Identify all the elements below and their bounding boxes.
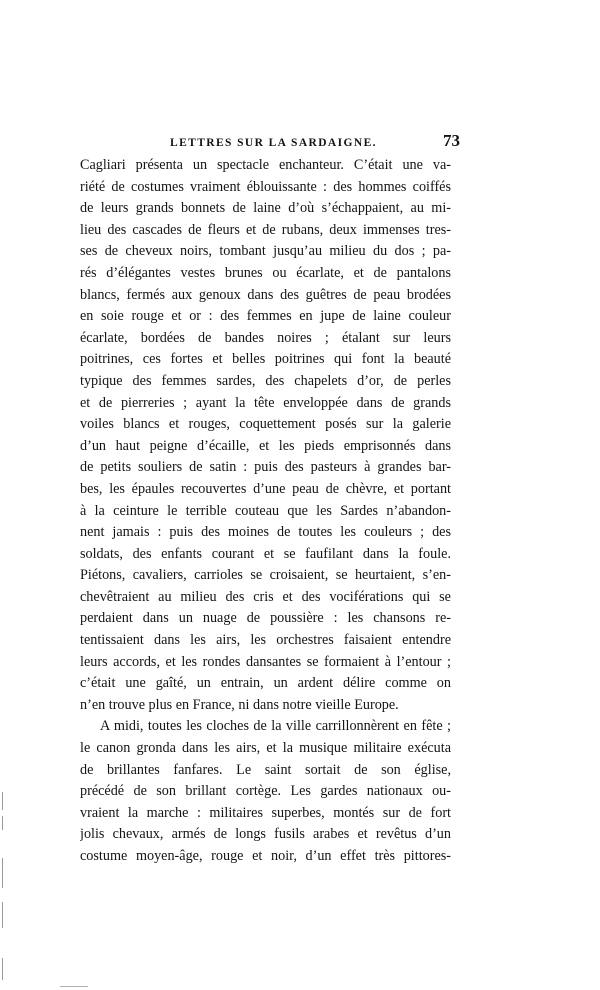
- page-header: [170, 131, 460, 155]
- text-line: blancs, fermés aux genoux dans des guêtres de peau brodées: [80, 286, 451, 303]
- text-line: riété de costumes vraiment éblouissante : des hommes coiffés: [80, 178, 451, 195]
- text-line: perdaient dans un nuage de poussière : les chansons re-: [80, 610, 451, 627]
- text-line: vraient la marche : militaires superbes, montés sur de fort: [80, 804, 451, 821]
- text-line: nent jamais : puis des moines de toutes les couleurs ; des: [80, 524, 451, 541]
- text-line: lieu des cascades de fleurs et de rubans, deux immenses tres-: [80, 221, 451, 238]
- text-line: à la ceinture le terrible couteau que les Sardes n’abandon-: [80, 502, 451, 519]
- text-line: et de pierreries ; ayant la tête enveloppée dans de grands: [80, 394, 451, 411]
- text-line: chevêtraient au milieu des cris et des vociférations qui se: [80, 588, 451, 605]
- text-line: c’était une gaîté, un entrain, un ardent délire comme on: [80, 675, 451, 692]
- text-line: typique des femmes sardes, des chapelets d’or, de perles: [80, 372, 451, 389]
- body-text: [80, 155, 451, 868]
- text-line: écarlate, bordées de bandes noires ; étalant sur leurs: [80, 329, 451, 346]
- text-line: d’un haut peigne d’écaille, et les pieds emprisonnés dans: [80, 437, 451, 454]
- text-line: Piétons, cavaliers, carrioles se croisaient, se heurtaient, s’en-: [80, 567, 451, 584]
- text-line: A midi, toutes les cloches de la ville carrillonnèrent en fête ;: [100, 718, 451, 735]
- text-line: de petits souliers de satin : puis des pasteurs à grandes bar-: [80, 459, 451, 476]
- text-line: en soie rouge et or : des femmes en jupe de laine couleur: [80, 308, 451, 325]
- scan-artifact: [2, 816, 3, 830]
- scan-artifact: [2, 902, 3, 928]
- scan-artifact: [60, 986, 88, 987]
- scan-artifact: [2, 958, 3, 980]
- text-line: leurs accords, et les rondes dansantes se formaient à l’entour ;: [80, 653, 451, 670]
- running-title: LETTRES SUR LA SARDAIGNE.: [170, 137, 377, 149]
- text-line: poitrines, ces fortes et belles poitrines qui font la beauté: [80, 351, 451, 368]
- scan-artifact: [2, 858, 3, 888]
- text-line: bes, les épaules recouvertes d’une peau de chèvre, et portant: [80, 480, 451, 497]
- page-number: 73: [443, 131, 460, 150]
- text-line: voiles blancs et rouges, coquettement posés sur la galerie: [80, 416, 451, 433]
- text-line: rés d’élégantes vestes brunes ou écarlate, et de pantalons: [80, 264, 451, 281]
- text-line: soldats, des enfants courant et se faufilant dans la foule.: [80, 545, 451, 562]
- text-line: jolis chevaux, armés de longs fusils arabes et revêtus d’un: [80, 826, 451, 843]
- text-line: de brillantes fanfares. Le saint sortait de son église,: [80, 761, 451, 778]
- text-line: costume moyen-âge, rouge et noir, d’un effet très pittores-: [80, 848, 451, 864]
- text-line: précédé de son brillant cortège. Les gardes nationaux ou-: [80, 783, 451, 800]
- text-line: ses de cheveux noirs, tombant jusqu’au milieu du dos ; pa-: [80, 243, 451, 260]
- text-line: de leurs grands bonnets de laine d’où s’échappaient, au mi-: [80, 200, 451, 217]
- text-line: n’en trouve plus en France, ni dans notre vieille Europe.: [80, 696, 399, 713]
- text-line: tentissaient dans les airs, les orchestres faisaient entendre: [80, 632, 451, 649]
- text-line: le canon gronda dans les airs, et la musique militaire exécuta: [80, 740, 451, 757]
- text-line: Cagliari présenta un spectacle enchanteur. C’était une va-: [80, 157, 451, 173]
- scan-artifact: [2, 792, 3, 810]
